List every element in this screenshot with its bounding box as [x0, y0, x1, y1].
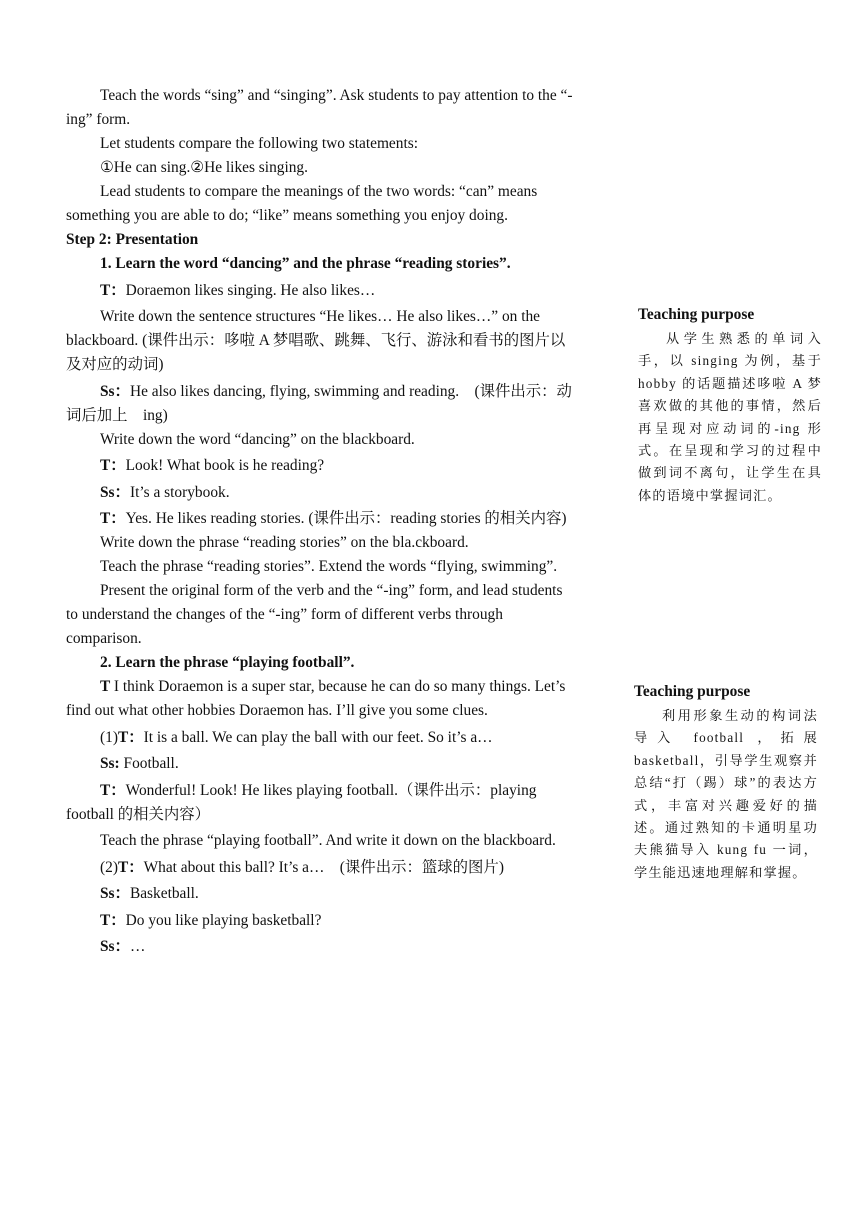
section-heading: 1. Learn the word “dancing” and the phrase “reading stories”. [100, 255, 511, 272]
speaker-label: T： [117, 728, 144, 746]
dialogue-line [66, 507, 576, 531]
speaker-label: Ss: [100, 755, 124, 772]
dialogue-line [66, 675, 576, 723]
note-heading: Teaching purpose [634, 683, 751, 700]
dialogue-line [66, 752, 576, 776]
dialogue-line [66, 856, 576, 880]
paragraph: Write down the sentence structures “He likes… He also likes…” on the blackboard. (课件出示：哆啦 A 梦唱歌、跳舞、飞行、游泳和看书的图片以及对应的动词) [66, 308, 566, 373]
dialogue-text: It is a ball. We can play the ball with our feet. So it’s a… [143, 728, 493, 746]
dialogue-text: Yes. He likes reading stories. (课件出示：reading stories 的相关内容) [125, 510, 567, 527]
speaker-label: T： [100, 457, 126, 474]
dialogue-text: He also likes dancing, flying, swimming and reading. (课件出示：动词后加上 ing) [66, 382, 572, 424]
paragraph: Lead students to compare the meanings of the two words: “can” means something you are able to do; “like” means something you enjoy doing. [66, 183, 538, 224]
teaching-purpose-note [638, 305, 822, 507]
note-text: 从学生熟悉的单词入手，以 singing 为例，基于 hobby 的话题描述哆啦 A 梦喜欢做的其他的事情，然后再呈现对应动词的-ing 形式。在呈现和学习的过程中做到词不离句，让学生在具体的语境中掌握词汇。 [638, 331, 822, 503]
dialogue-line [66, 909, 576, 933]
speaker-label: T： [100, 281, 126, 299]
note-heading: Teaching purpose [638, 306, 755, 323]
dialogue-line [66, 454, 576, 478]
dialogue-text: … [129, 938, 146, 955]
dialogue-line [66, 279, 576, 303]
paragraph: Teach the phrase “playing football”. And write it down on the blackboard. [100, 832, 556, 849]
paragraph: Let students compare the following two statements: [100, 135, 419, 152]
paragraph: Write down the phrase “reading stories” on the bla.ckboard. [100, 534, 469, 551]
dialogue-line [66, 935, 576, 959]
paragraph: Teach the words “sing” and “singing”. Ask students to pay attention to the “-ing” form. [66, 87, 573, 128]
step-heading: Step 2: Presentation [66, 231, 199, 248]
section-heading: 2. Learn the phrase “playing football”. [100, 654, 355, 671]
dialogue-text: Wonderful! Look! He likes playing football.（课件出示：playing football 的相关内容） [66, 781, 537, 823]
dialogue-text: Doraemon likes singing. He also likes… [125, 281, 376, 299]
dialogue-text: Basketball. [129, 885, 199, 902]
paragraph: Teach the phrase “reading stories”. Extend the words “flying, swimming”. [100, 558, 558, 575]
speaker-label: T： [100, 911, 126, 929]
speaker-label: T [100, 678, 114, 695]
speaker-label: Ss： [100, 938, 130, 955]
speaker-label: Ss： [100, 483, 130, 501]
speaker-label: Ss： [100, 382, 130, 400]
dialogue-text: What about this ball? It’s a… (课件出示：篮球的图片) [143, 858, 504, 876]
teaching-purpose-note [634, 682, 818, 884]
dialogue-line [66, 380, 576, 428]
dialogue-text: I think Doraemon is a super star, because he can do so many things. Let’s find out what other hobbies Doraemon has. I’ll give you some clues. [66, 678, 566, 719]
dialogue-line [66, 779, 576, 827]
dialogue-text: Look! What book is he reading? [125, 457, 325, 474]
dialogue-line [66, 481, 576, 505]
paragraph: Present the original form of the verb and the “-ing” form, and lead students to understand the changes of the “-ing” form of different verbs through comparison. [66, 582, 563, 647]
dialogue-line [66, 726, 576, 750]
note-text: 利用形象生动的构词法导入 football ，拓展 basketball，引导学生观察并总结“打（踢）球”的表达方式，丰富对兴趣爱好的描述。通过熟知的卡通明星功夫熊猫导入 kung fu 一词，学生能迅速地理解和掌握。 [634, 708, 818, 880]
speaker-label: T： [100, 510, 126, 527]
item-number: (2) [100, 858, 118, 876]
lesson-body [66, 84, 576, 959]
speaker-label: Ss： [100, 885, 130, 902]
paragraph: ①He can sing.②He likes singing. [100, 159, 308, 176]
dialogue-line [66, 882, 576, 906]
speaker-label: T： [117, 858, 144, 876]
dialogue-text: It’s a storybook. [129, 483, 230, 501]
dialogue-text: Do you like playing basketball? [125, 911, 322, 929]
item-number: (1) [100, 728, 118, 746]
dialogue-text: Football. [123, 755, 179, 772]
speaker-label: T： [100, 781, 126, 799]
paragraph: Write down the word “dancing” on the blackboard. [100, 430, 415, 448]
